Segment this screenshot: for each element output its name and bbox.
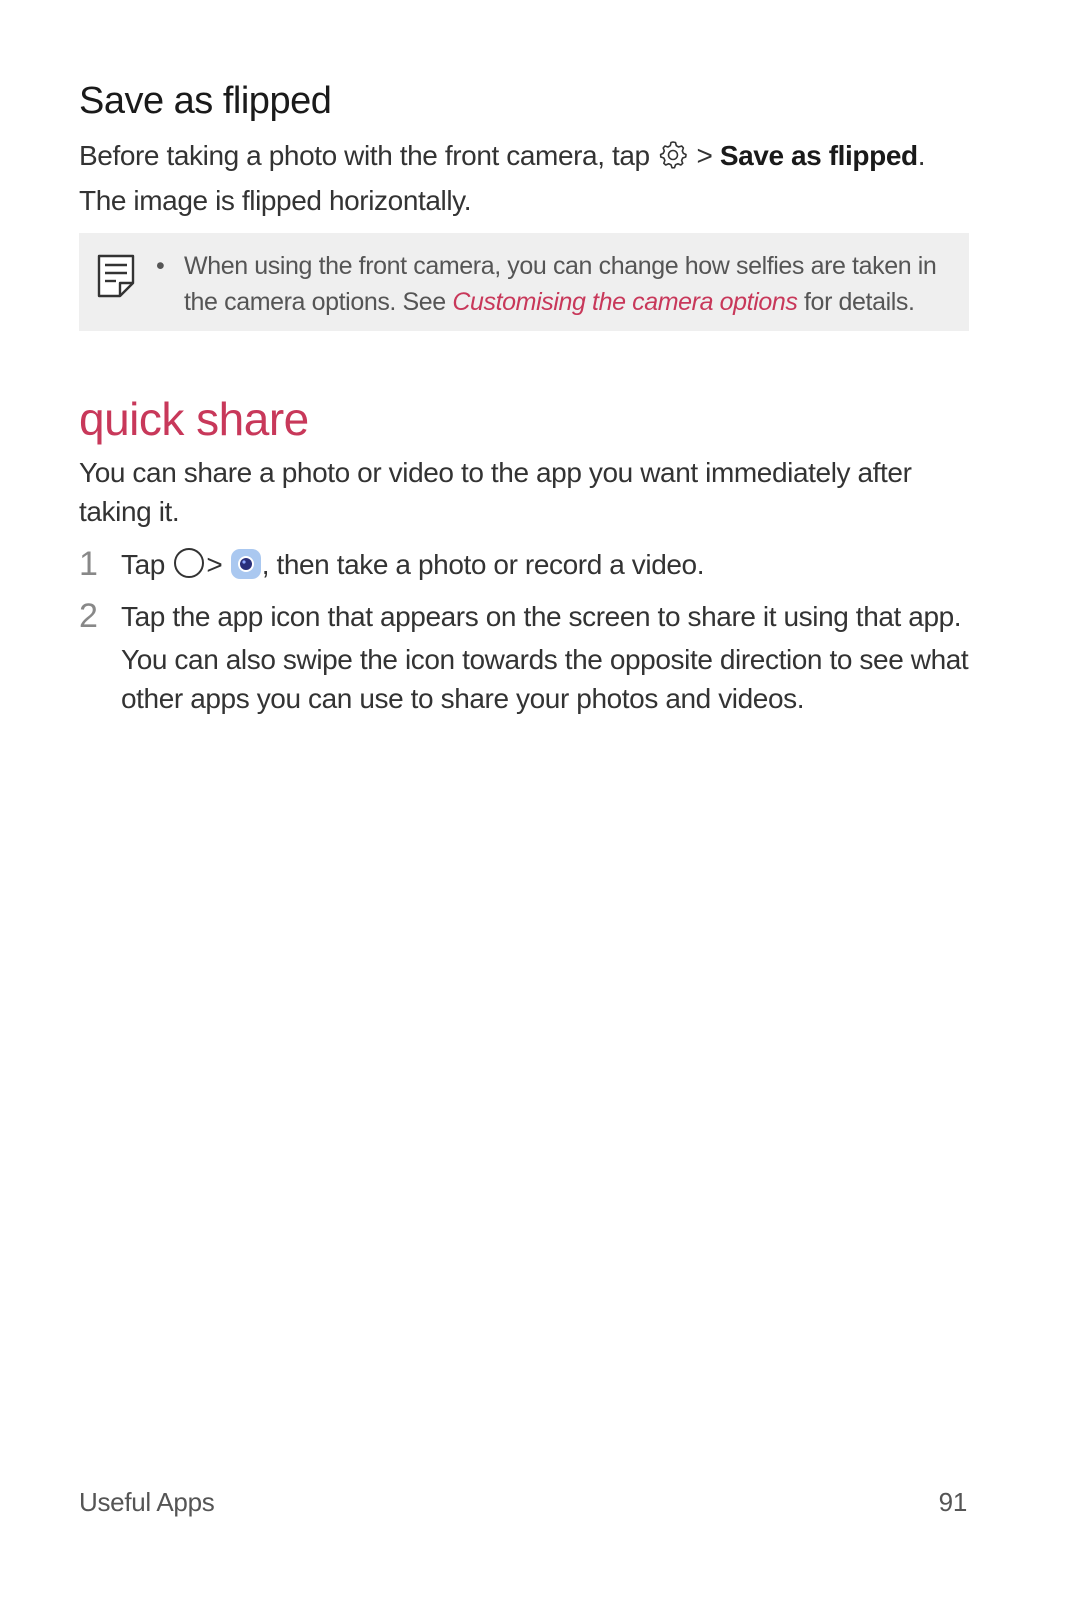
circle-icon	[172, 546, 206, 590]
step-text	[121, 597, 969, 718]
menu-path-label: Save as flipped	[719, 140, 918, 171]
section-title: quick share	[79, 393, 309, 445]
camera-icon	[230, 548, 262, 590]
save-as-flipped-paragraph	[79, 136, 969, 220]
breadcrumb-separator: >	[206, 549, 223, 580]
step-text-start: Tap	[121, 549, 165, 580]
note-text	[156, 248, 954, 320]
step-text	[121, 545, 969, 590]
subsection-title: Save as flipped	[79, 80, 332, 122]
section-intro: You can share a photo or video to the app you want immediately after taking it.	[79, 457, 912, 527]
note-body: When using the front camera, you can change how selfies are taken in the camera options. See	[184, 252, 937, 316]
step-main-text: Tap the app icon that appears on the screen to share it using that app.	[121, 601, 962, 632]
step-number: 2	[79, 597, 98, 635]
page-number: 91	[938, 1487, 967, 1517]
note-body-end: for details.	[804, 288, 915, 316]
bullet: •	[156, 252, 165, 280]
step-text-end: , then take a photo or record a video.	[261, 549, 705, 580]
sentence-end: .	[917, 140, 926, 171]
footer-chapter: Useful Apps	[79, 1487, 215, 1517]
gear-icon	[657, 139, 689, 181]
step-extra-text: You can also swipe the icon towards the opposite direction to see what other apps you can use to share your photos and videos.	[121, 644, 969, 714]
cross-reference-link[interactable]: Customising the camera options	[452, 288, 798, 316]
note-box	[79, 233, 969, 331]
breadcrumb-separator: >	[696, 140, 713, 171]
note-icon	[96, 253, 136, 304]
step-number: 1	[79, 545, 98, 583]
paragraph-text: Before taking a photo with the front camera, tap	[79, 140, 650, 171]
paragraph-text: The image is flipped horizontally.	[79, 185, 472, 216]
